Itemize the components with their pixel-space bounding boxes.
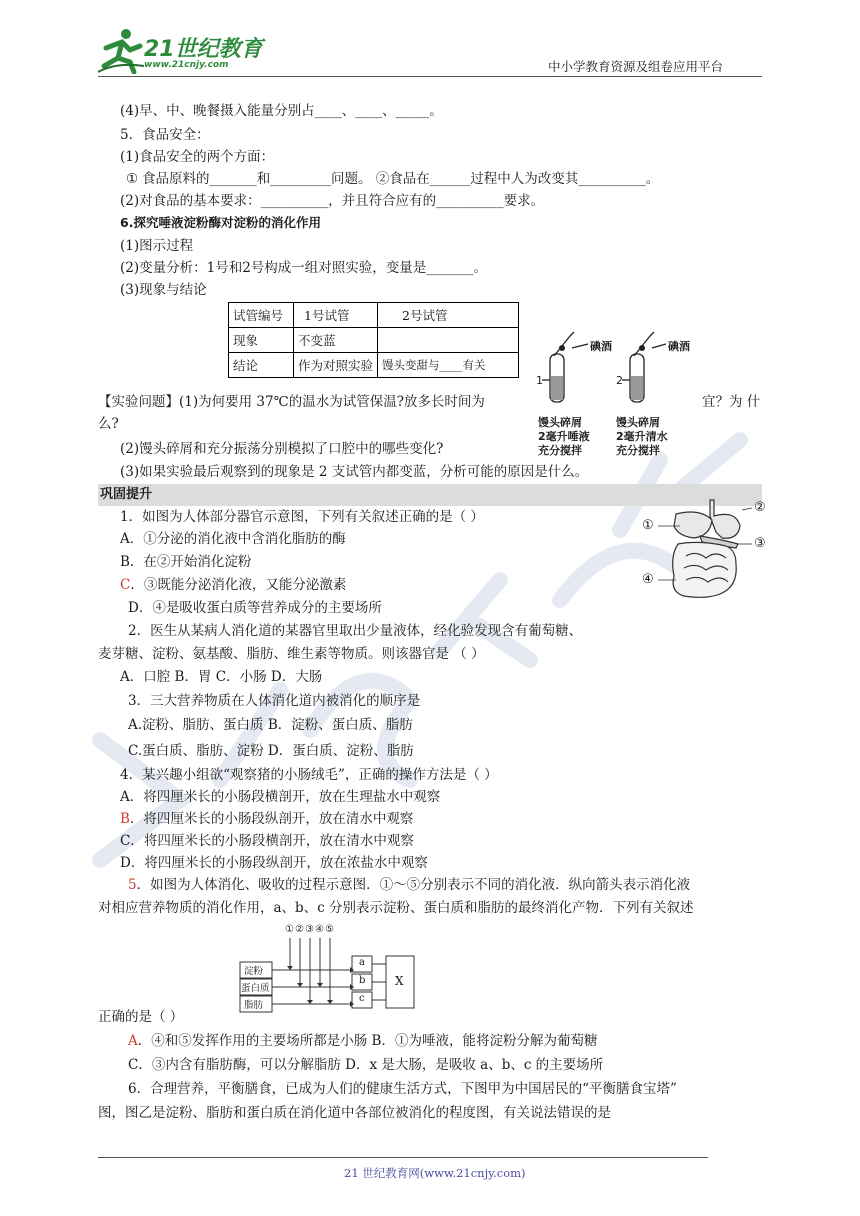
tube2-caption: 充分搅拌: [616, 444, 660, 457]
text-line: (3)现象与结论: [120, 282, 207, 298]
option-text: ．③既能分泌消化液，又能分泌激素: [130, 577, 347, 593]
option: A．①分泌的消化液中含消化脂肪的酶: [120, 531, 346, 547]
option: D．将四厘米长的小肠段纵剖开，放在浓盐水中观察: [120, 855, 428, 871]
text-line: 么?: [98, 416, 119, 432]
experiment-table: [228, 302, 519, 378]
text-line: 宜？为 什: [702, 394, 761, 410]
header-logo: [96, 26, 266, 76]
runner-logo-icon: [96, 26, 146, 74]
tube-number: 2: [616, 374, 623, 387]
option: [128, 1032, 597, 1050]
table-cell: 结论: [229, 353, 294, 378]
option: [120, 810, 413, 828]
question-6: 6．合理营养，平衡膳食，已成为人们的健康生活方式，下图甲为中国居民的“平衡膳食宝塔”: [128, 1081, 677, 1097]
organ-label-1: ①: [642, 518, 654, 533]
logo-main-text: 21世纪教育: [144, 37, 263, 62]
text-line: (2)馒头碎屑和充分振荡分别模拟了口腔中的哪些变化?: [120, 441, 444, 457]
option: B．在②开始消化淀粉: [120, 554, 252, 570]
reagent-label: 碘酒: [590, 340, 612, 353]
digestive-organ-figure: [640, 496, 770, 606]
table-cell: 试管编号: [229, 303, 294, 328]
table-row: [229, 303, 519, 328]
answer-letter: A: [128, 1033, 138, 1049]
text-line: 【实验问题】(1)为何要用 37℃的温水为试管保温?放多长时间为: [98, 394, 485, 410]
digest-row-label: 蛋白质: [241, 983, 270, 994]
reagent-label: 碘酒: [668, 340, 690, 353]
section-heading-6: 6.探究唾液淀粉酶对淀粉的消化作用: [120, 215, 321, 230]
table-cell: 作为对照实验: [294, 353, 378, 378]
option: C．③内含有脂肪酶，可以分解脂肪 D．x 是大肠，是吸收 a、b、c 的主要场所: [128, 1057, 604, 1073]
tube1-caption: 馒头碎屑: [538, 416, 582, 429]
footer-text: 21 世纪教育网(www.21cnjy.com): [344, 1166, 526, 1180]
question-6-cont: 图，图乙是淀粉、脂肪和蛋白质在消化道中各部位被消化的程度图，有关说法错误的是: [98, 1105, 611, 1121]
option: A．将四厘米长的小肠段横剖开，放在生理盐水中观察: [120, 789, 441, 805]
header-rule: [98, 76, 762, 77]
text-line: (2)变量分析：1号和2号构成一组对照实验，变量是_______。: [120, 260, 488, 276]
digest-product-label: c: [359, 993, 365, 1004]
option-text: ．将四厘米长的小肠段纵剖开，放在清水中观察: [129, 811, 414, 827]
digest-final-label: X: [395, 974, 404, 988]
organ-label-3: ③: [754, 536, 766, 551]
options: A．口腔 B．胃 C．小肠 D．大肠: [120, 669, 323, 685]
text-line: (2)对食品的基本要求：__________，并且符合应有的__________要求。: [120, 193, 545, 209]
question-5-cont: 对相应营养物质的消化作用，a、b、c 分别表示淀粉、蛋白质和脂肪的最终消化产物．下列有关叙述: [98, 900, 694, 916]
table-cell: 现象: [229, 328, 294, 353]
text-line: (4)早、中、晚餐摄入能量分别占____、____、_____。: [120, 103, 443, 119]
options: A.淀粉、脂肪、蛋白质 B．淀粉、蛋白质、脂肪: [128, 717, 413, 733]
header-platform-text: 中小学教育资源及组卷应用平台: [548, 59, 724, 74]
text-line: 食品原料的_______和_________问题。 ②食品在______过程中人为改变其__________。: [142, 171, 660, 187]
question-5-cont: 正确的是（ ）: [98, 1009, 184, 1025]
digestion-process-diagram: [236, 922, 418, 1014]
table-cell: 馒头变甜与____有关: [378, 353, 519, 378]
text-line: (1)图示过程: [120, 238, 194, 254]
question-number: 5: [128, 877, 137, 893]
tube2-caption: 馒头碎屑: [616, 416, 660, 429]
option: [120, 576, 346, 594]
question-5: [128, 876, 690, 894]
footer-rule: [98, 1157, 708, 1158]
table-cell: 不变蓝: [294, 328, 378, 353]
answer-letter: C: [120, 577, 131, 593]
organ-label-2: ②: [754, 500, 766, 515]
question-4: 4．某兴趣小组欲“观察猪的小肠绒毛”，正确的操作方法是（ ）: [120, 767, 498, 783]
option-text: ．④和⑤发挥作用的主要场所都是小肠 B．①为唾液，能将淀粉分解为葡萄糖: [137, 1033, 598, 1049]
question-2-cont: 麦芽糖、淀粉、氨基酸、脂肪、维生素等物质。则该器官是 （ ）: [98, 646, 485, 662]
question-2: 2．医生从某病人消化道的某器官里取出少量液体，经化验发现含有葡萄糖、: [128, 623, 583, 639]
digest-top-label: ③: [305, 924, 314, 935]
table-cell: 2号试管: [378, 303, 519, 328]
table-cell: [378, 328, 519, 353]
text-line: 5．食品安全：: [120, 127, 210, 143]
text-line: (1)食品安全的两个方面：: [120, 149, 275, 165]
options: C.蛋白质、脂肪、淀粉 D．蛋白质、淀粉、脂肪: [128, 743, 414, 759]
option: C．将四厘米长的小肠段横剖开，放在清水中观察: [120, 833, 414, 849]
digest-top-label: ①: [285, 924, 294, 935]
text-line-circle-1: ①: [126, 171, 139, 187]
question-text: ．如图为人体消化、吸收的过程示意图．①～⑤分别表示不同的消化液．纵向箭头表示消化液: [136, 877, 691, 893]
digest-product-label: a: [359, 957, 365, 968]
digest-top-label: ⑤: [325, 924, 334, 935]
tube1-caption: 2毫升唾液: [538, 430, 590, 443]
option: D．④是吸收蛋白质等营养成分的主要场所: [128, 600, 382, 616]
digest-row-label: 淀粉: [244, 966, 264, 977]
organ-label-4: ④: [642, 572, 654, 587]
table-cell: 1号试管: [294, 303, 378, 328]
digest-product-label: b: [359, 975, 366, 986]
text-line: (3)如果实验最后观察到的现象是 2 支试管内都变蓝，分析可能的原因是什么。: [120, 464, 589, 480]
tube-number: 1: [536, 374, 543, 387]
question-1: 1．如图为人体部分器官示意图，下列有关叙述正确的是（ ）: [120, 509, 484, 525]
section-title: 巩固提升: [100, 487, 153, 502]
digest-top-label: ④: [315, 924, 324, 935]
question-3: 3．三大营养物质在人体消化道内被消化的顺序是: [128, 693, 421, 709]
answer-letter: B: [120, 811, 130, 827]
digest-top-label: ②: [295, 924, 304, 935]
table-row: [229, 353, 519, 378]
table-row: [229, 328, 519, 353]
tube2-caption: 2毫升清水: [616, 430, 668, 443]
tube1-caption: 充分搅拌: [538, 444, 582, 457]
logo-sub-text: www.21cnjy.com: [144, 60, 229, 70]
digest-row-label: 脂肪: [244, 1000, 264, 1011]
